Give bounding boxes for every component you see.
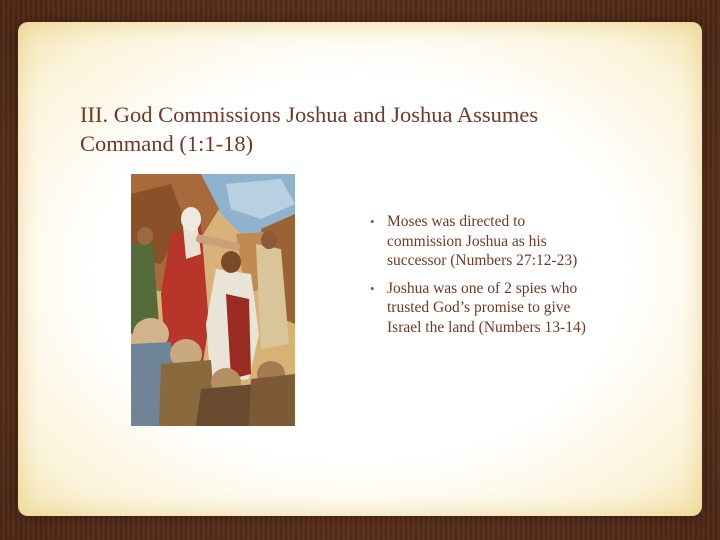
- bullet-line: successor (Numbers 27:12-23): [387, 252, 578, 269]
- bullet-line: trusted God’s promise to give: [387, 299, 571, 316]
- slide-canvas: [18, 22, 702, 516]
- bullet-item: [370, 212, 660, 271]
- bullet-line: commission Joshua as his: [387, 232, 547, 250]
- bullet-line: Joshua was one of 2 spies who: [387, 279, 578, 297]
- slide-title-line: III. God Commissions Joshua and Joshua Assumes: [80, 102, 539, 127]
- bullet-dot-icon: •: [370, 280, 375, 296]
- bullet-dot-icon: •: [370, 214, 375, 229]
- bullet-line: Moses was directed to: [387, 213, 526, 230]
- bullet-line: Israel the land (Numbers 13-14): [387, 318, 586, 336]
- slide-title-line: Command (1:1-18): [80, 131, 254, 156]
- commissioning-illustration: [131, 174, 295, 426]
- slide-title: [80, 100, 640, 158]
- bullet-item: [370, 279, 660, 338]
- bullet-list: [370, 212, 660, 345]
